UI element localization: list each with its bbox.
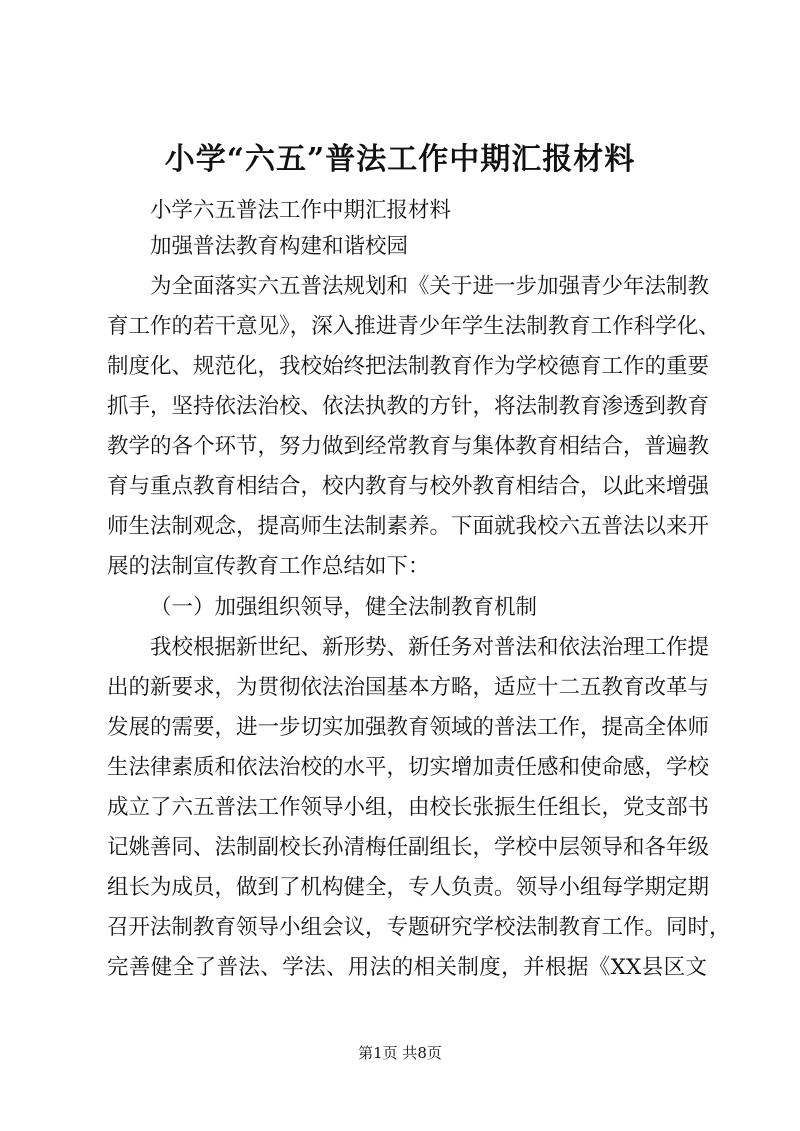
paragraph-line: 育工作的若干意见》，深入推进青少年学生法制教育工作科学化、 [107,314,720,339]
document-title: 小学“六五”普法工作中期汇报材料 [164,142,636,177]
paragraph-line: 我校根据新世纪、新形势、新任务对普法和依法治理工作提 [150,635,710,660]
paragraph-line: 记姚善同、法制副校长孙清梅任副组长，学校中层领导和各年级 [107,835,710,860]
paragraph-line: 出的新要求，为贯彻依法治国基本方略，适应十二五教育改革与 [107,675,710,700]
paragraph-line: 抓手，坚持依法治校、依法执教的方针，将法制教育渗透到教育 [107,394,710,419]
paragraph-line: 教学的各个环节，努力做到经常教育与集体教育相结合，普遍教 [107,434,710,459]
paragraph-line: 展的法制宣传教育工作总结如下： [107,554,430,579]
paragraph-line: 育与重点教育相结合，校内教育与校外教育相结合，以此来增强 [107,474,710,499]
paragraph-line: 完善健全了普法、学法、用法的相关制度，并根据《XX县区文 [107,955,707,980]
paragraph-line: 成立了六五普法工作领导小组，由校长张振生任组长，党支部书 [107,795,710,820]
heading-line: 加强普法教育构建和谐校园 [150,234,409,259]
paragraph-line: 召开法制教育领导小组会议，专题研究学校法制教育工作。同时， [107,915,731,940]
paragraph-line: 为全面落实六五普法规划和《关于进一步加强青少年法制教 [150,274,710,299]
page-number-footer: 第1页 共8页 [358,1044,442,1062]
paragraph-line: 发展的需要，进一步切实加强教育领域的普法工作，提高全体师 [107,715,710,740]
paragraph-line: 师生法制观念，提高师生法制素养。下面就我校六五普法以来开 [107,514,710,539]
paragraph-line: 组长为成员，做到了机构健全，专人负责。领导小组每学期定期 [107,875,710,900]
subtitle-line: 小学六五普法工作中期汇报材料 [150,198,452,223]
paragraph-line: 生法律素质和依法治校的水平，切实增加责任感和使命感，学校 [107,755,710,780]
paragraph-line: 制度化、规范化，我校始终把法制教育作为学校德育工作的重要 [107,354,710,379]
section-heading: （一）加强组织领导，健全法制教育机制 [150,595,538,620]
